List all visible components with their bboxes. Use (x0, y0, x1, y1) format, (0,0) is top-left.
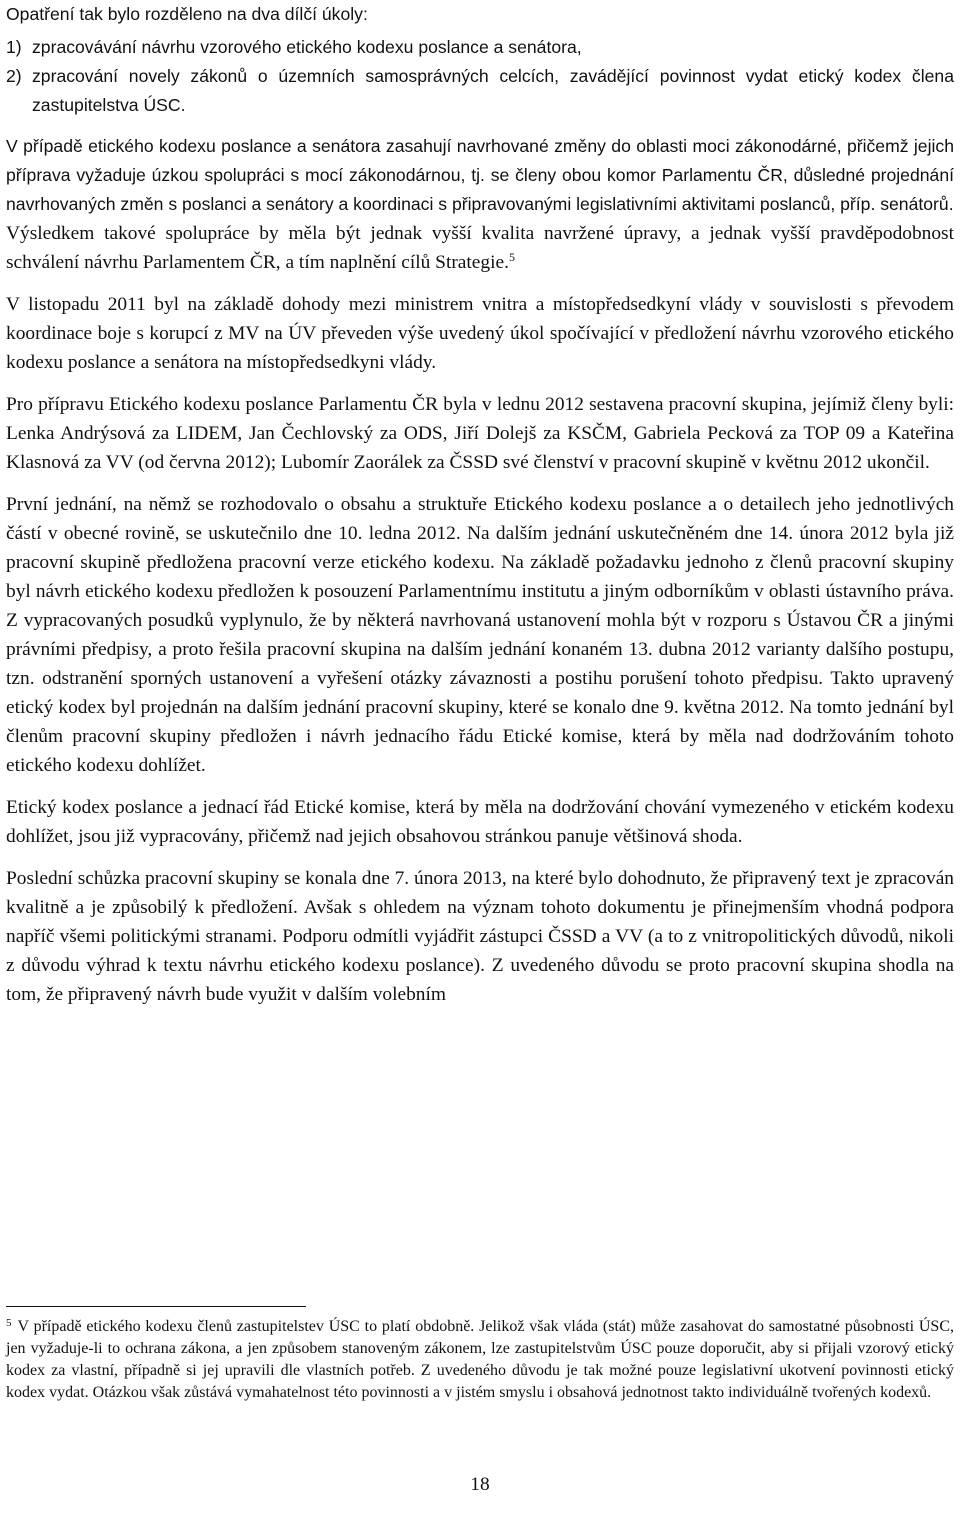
body-text (6, 0, 954, 1022)
list-item (6, 33, 954, 62)
list-number: 2) (6, 66, 22, 86)
footnote (6, 1316, 954, 1404)
paragraph-1b-text: Výsledkem takové spolupráce by měla být jednak vyšší kvalita navržené úpravy, a jednak vyšší pravděpodobnost schválení návrhu Parlamentem ČR, a tím naplnění cílů Strategie. (6, 223, 954, 273)
paragraph-5: Etický kodex poslance a jednací řád Etické komise, která by měla na dodržování chování vymezeného v etickém kodexu dohlížet, jsou již vypracovány, přičemž nad jejich obsahovou stránkou panuje většinová shoda. (6, 797, 954, 847)
footnote-separator (6, 1306, 306, 1307)
list-item (6, 62, 954, 120)
list-text: zpracování novely zákonů o územních samosprávných celcích, zavádějící povinnost vydat etický kodex člena zastupitelstva ÚSC. (32, 66, 954, 115)
paragraph-2: V listopadu 2011 byl na základě dohody mezi ministrem vnitra a místopředsedkyní vlády v souvislosti s převodem koordinace boje s korupcí z MV na ÚV převeden výše uvedený úkol spočívající v předložení návrhu vzorového etického kodexu poslance a senátora na místopředsedkyni vlády. (6, 294, 954, 373)
paragraph-4: První jednání, na němž se rozhodovalo o obsahu a struktuře Etického kodexu poslance a o detailech jeho jednotlivých částí v obecné rovině, se uskutečnilo dne 10. ledna 2012. Na dalším jednání uskutečněném dne 14. února 2012 byla již pracovní skupině předložena pracovní verze etického kodexu. Na základě požadavku jednoho z členů pracovní skupiny byl návrh etického kodexu předložen k posouzení Parlamentnímu institutu a jiným odborníkům v oblasti ústavního práva. Z vypracovaných posudků vyplynulo, že by některá navrhovaná ustanovení mohla být v rozporu s Ústavou ČR a jinými právními předpisy, a proto řešila pracovní skupina na dalším jednání konaném 13. dubna 2012 varianty dalšího postupu, tzn. odstranění sporných ustanovení a vyřešení otázky závaznosti a postihu porušení tohoto předpisu. Takto upravený etický kodex byl projednán na dalším jednání pracovní skupiny, které se konalo dne 9. května 2012. Na tomto jednání byl členům pracovní skupiny předložen i návrh jednacího řádu Etické komise, která by měla nad dodržováním tohoto etického kodexu dohlížet. (6, 494, 954, 776)
footnote-number: 5 (6, 1317, 12, 1329)
page-number: 18 (470, 1474, 490, 1495)
intro-line: Opatření tak bylo rozděleno na dva dílčí úkoly: (6, 4, 368, 24)
paragraph-3: Pro přípravu Etického kodexu poslance Parlamentu ČR byla v lednu 2012 sestavena pracovní skupina, jejímiž členy byli: Lenka Andrýsová za LIDEM, Jan Čechlovský za ODS, Jiří Dolejš za KSČM, Gabriela Pecková za TOP 09 a Kateřina Klasnová za VV (od června 2012); Lubomír Zaorálek za ČSSD své členství v pracovní skupině v květnu 2012 ukončil. (6, 394, 954, 473)
footnote-reference[interactable]: 5 (508, 250, 515, 264)
paragraph-1b (6, 219, 954, 277)
footnote-text: V případě etického kodexu členů zastupitelstev ÚSC to platí obdobně. Jelikož však vláda (stát) může zasahovat do samostatné působnosti ÚSC, jen vyžaduje-li to ochrana zákona, a jen způsobem stanoveným zákonem, lze zastupitelstvům ÚSC pouze doporučit, aby si přijali vzorový etický kodex za vlastní, případně si jej upravili dle vlastních potřeb. Z uvedeného důvodu je tak možné pouze legislativní ukotvení povinnosti etický kodex vydat. Otázkou však zůstává vymahatelnost této povinnosti a v jistém smyslu i obsahová jednotnost takto individuálně tvořených kodexů. (6, 1318, 954, 1401)
task-list (6, 33, 954, 120)
list-text: zpracovávání návrhu vzorového etického kodexu poslance a senátora, (32, 37, 582, 57)
paragraph-6: Poslední schůzka pracovní skupiny se konala dne 7. února 2013, na které bylo dohodnuto, že připravený text je zpracován kvalitně a je způsobilý k předložení. Avšak s ohledem na význam tohoto dokumentu je přinejmenším vhodná podpora napříč všemi politickými stranami. Podporu odmítli vyjádřit zástupci ČSSD a VV (a to z vnitropolitických důvodů, nikoli z důvodu výhrad k textu návrhu etického kodexu poslance). Z uvedeného důvodu se proto pracovní skupina shodla na tom, že připravený návrh bude využit v dalším volebním (6, 868, 954, 1005)
paragraph-1a: V případě etického kodexu poslance a senátora zasahují navrhované změny do oblasti moci zákonodárné, přičemž jejich příprava vyžaduje úzkou spolupráci s mocí zákonodárnou, tj. se členy obou komor Parlamentu ČR, důsledné projednání navrhovaných změn s poslanci a senátory a koordinaci s připravovanými legislativními aktivitami poslanců, příp. senátorů. (6, 136, 954, 214)
list-number: 1) (6, 37, 22, 57)
